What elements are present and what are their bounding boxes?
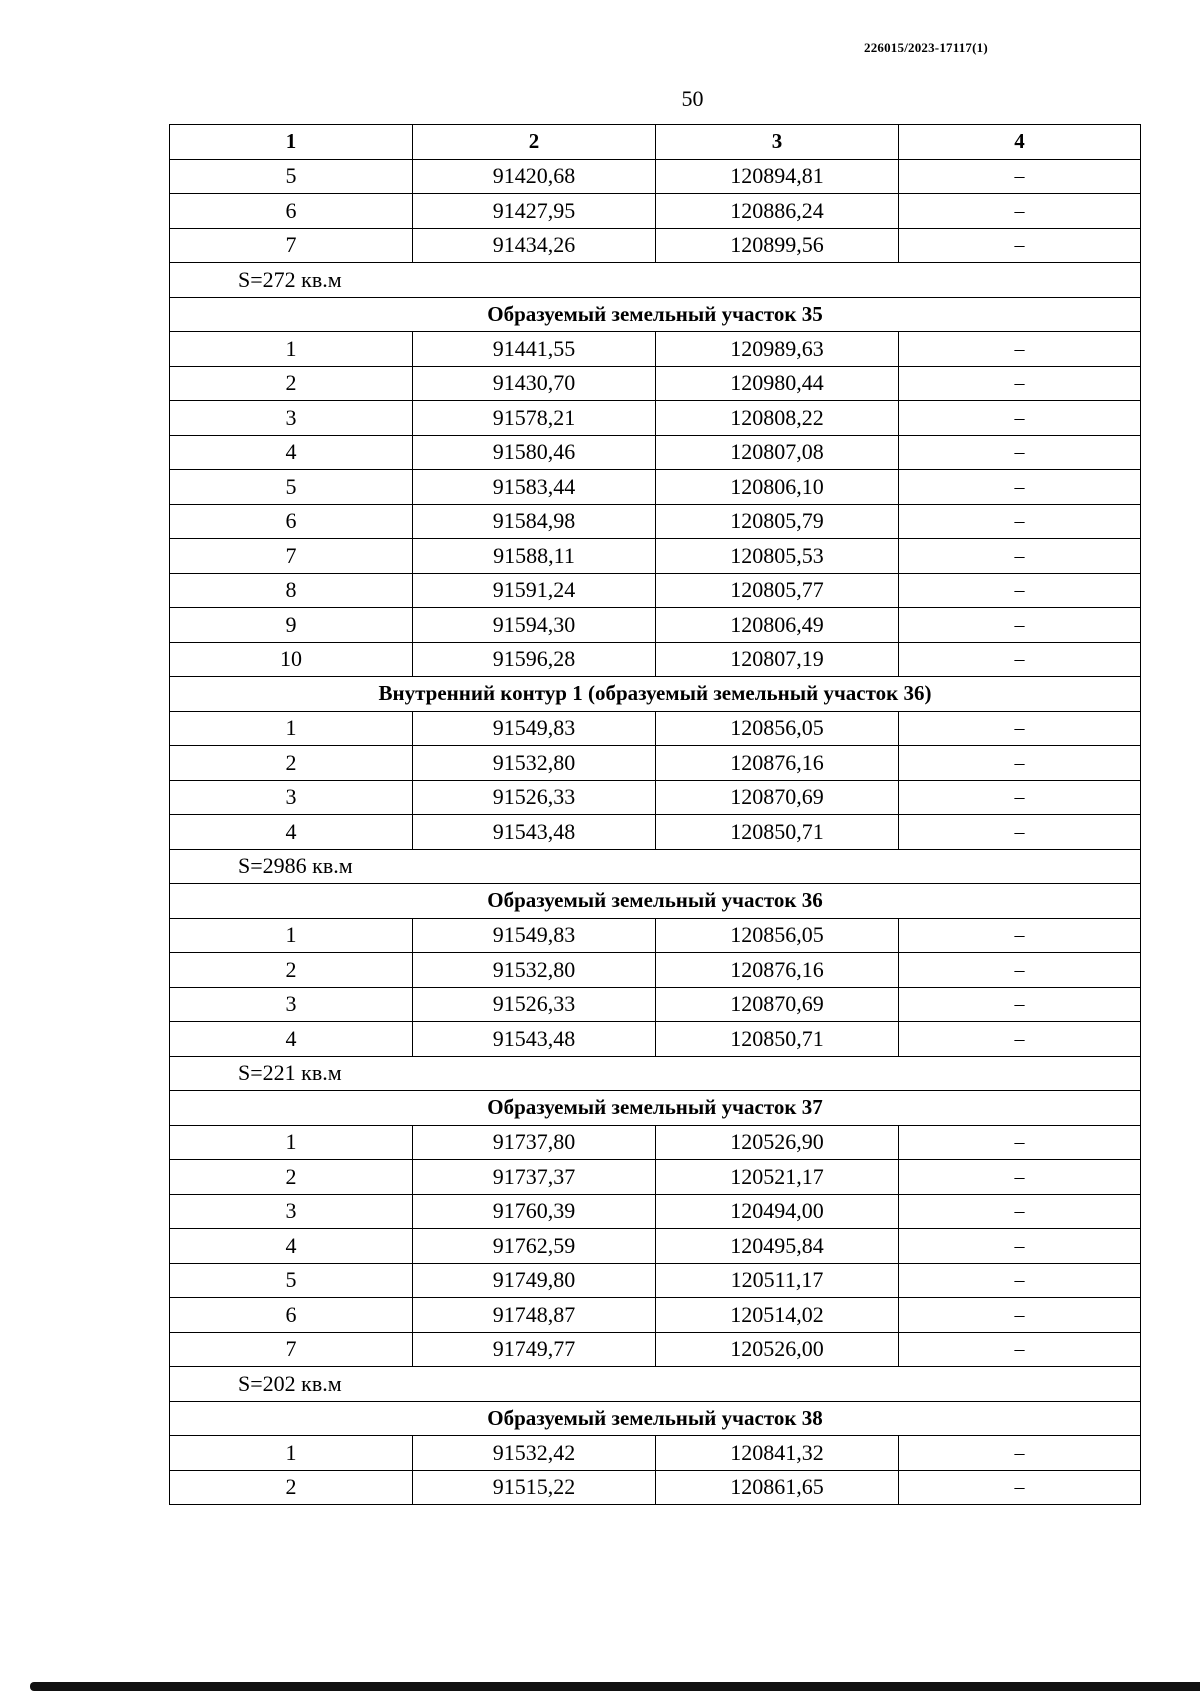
table-row [170, 228, 1141, 263]
point-number-cell: 5 [170, 470, 413, 505]
area-row [170, 263, 1141, 298]
y-coordinate-cell: 120856,05 [656, 918, 899, 953]
y-coordinate-cell: 120894,81 [656, 159, 899, 194]
table-row [170, 987, 1141, 1022]
table-row [170, 1125, 1141, 1160]
note-cell: – [899, 1022, 1141, 1057]
x-coordinate-cell: 91594,30 [413, 608, 656, 643]
table-row [170, 366, 1141, 401]
point-number-cell: 5 [170, 1263, 413, 1298]
x-coordinate-cell: 91583,44 [413, 470, 656, 505]
point-number-cell: 1 [170, 1125, 413, 1160]
table-row [170, 573, 1141, 608]
table-row [170, 953, 1141, 988]
y-coordinate-cell: 120494,00 [656, 1194, 899, 1229]
y-coordinate-cell: 120861,65 [656, 1470, 899, 1505]
x-coordinate-cell: 91760,39 [413, 1194, 656, 1229]
area-value: S=272 кв.м [170, 263, 1141, 298]
note-cell: – [899, 504, 1141, 539]
point-number-cell: 6 [170, 194, 413, 229]
table-row [170, 401, 1141, 436]
point-number-cell: 3 [170, 1194, 413, 1229]
note-cell: – [899, 401, 1141, 436]
y-coordinate-cell: 120807,19 [656, 642, 899, 677]
y-coordinate-cell: 120989,63 [656, 332, 899, 367]
y-coordinate-cell: 120980,44 [656, 366, 899, 401]
note-cell: – [899, 1194, 1141, 1229]
y-coordinate-cell: 120870,69 [656, 987, 899, 1022]
point-number-cell: 1 [170, 1436, 413, 1471]
table-row [170, 1263, 1141, 1298]
point-number-cell: 1 [170, 918, 413, 953]
point-number-cell: 8 [170, 573, 413, 608]
note-cell: – [899, 953, 1141, 988]
scan-edge-bar [30, 1682, 1200, 1691]
point-number-cell: 7 [170, 1332, 413, 1367]
x-coordinate-cell: 91441,55 [413, 332, 656, 367]
table-row [170, 1470, 1141, 1505]
header-cell-3: 3 [656, 125, 899, 160]
table-row [170, 918, 1141, 953]
table-row [170, 815, 1141, 850]
coordinates-table-body [170, 125, 1141, 1505]
y-coordinate-cell: 120856,05 [656, 711, 899, 746]
section-title-row [170, 884, 1141, 919]
table-row [170, 1022, 1141, 1057]
x-coordinate-cell: 91532,80 [413, 746, 656, 781]
point-number-cell: 6 [170, 1298, 413, 1333]
section-title: Внутренний контур 1 (образуемый земельный участок 36) [170, 677, 1141, 712]
area-value: S=2986 кв.м [170, 849, 1141, 884]
point-number-cell: 5 [170, 159, 413, 194]
point-number-cell: 4 [170, 815, 413, 850]
area-value: S=221 кв.м [170, 1056, 1141, 1091]
y-coordinate-cell: 120805,79 [656, 504, 899, 539]
note-cell: – [899, 366, 1141, 401]
table-row [170, 1298, 1141, 1333]
point-number-cell: 4 [170, 1229, 413, 1264]
note-cell: – [899, 1332, 1141, 1367]
table-row [170, 159, 1141, 194]
note-cell: – [899, 746, 1141, 781]
area-row [170, 849, 1141, 884]
note-cell: – [899, 780, 1141, 815]
y-coordinate-cell: 120870,69 [656, 780, 899, 815]
y-coordinate-cell: 120850,71 [656, 1022, 899, 1057]
point-number-cell: 10 [170, 642, 413, 677]
y-coordinate-cell: 120521,17 [656, 1160, 899, 1195]
x-coordinate-cell: 91591,24 [413, 573, 656, 608]
x-coordinate-cell: 91420,68 [413, 159, 656, 194]
y-coordinate-cell: 120511,17 [656, 1263, 899, 1298]
x-coordinate-cell: 91515,22 [413, 1470, 656, 1505]
section-title-row [170, 297, 1141, 332]
x-coordinate-cell: 91578,21 [413, 401, 656, 436]
x-coordinate-cell: 91543,48 [413, 1022, 656, 1057]
x-coordinate-cell: 91427,95 [413, 194, 656, 229]
x-coordinate-cell: 91549,83 [413, 711, 656, 746]
point-number-cell: 4 [170, 1022, 413, 1057]
section-title-row [170, 1401, 1141, 1436]
table-row [170, 1194, 1141, 1229]
note-cell: – [899, 539, 1141, 574]
note-cell: – [899, 1160, 1141, 1195]
point-number-cell: 3 [170, 780, 413, 815]
y-coordinate-cell: 120841,32 [656, 1436, 899, 1471]
x-coordinate-cell: 91434,26 [413, 228, 656, 263]
header-cell-2: 2 [413, 125, 656, 160]
note-cell: – [899, 1436, 1141, 1471]
x-coordinate-cell: 91748,87 [413, 1298, 656, 1333]
page-number: 50 [681, 86, 704, 111]
x-coordinate-cell: 91526,33 [413, 780, 656, 815]
point-number-cell: 3 [170, 987, 413, 1022]
note-cell: – [899, 1263, 1141, 1298]
x-coordinate-cell: 91430,70 [413, 366, 656, 401]
x-coordinate-cell: 91762,59 [413, 1229, 656, 1264]
section-title: Образуемый земельный участок 36 [170, 884, 1141, 919]
y-coordinate-cell: 120806,10 [656, 470, 899, 505]
section-title: Образуемый земельный участок 38 [170, 1401, 1141, 1436]
note-cell: – [899, 642, 1141, 677]
y-coordinate-cell: 120514,02 [656, 1298, 899, 1333]
x-coordinate-cell: 91532,42 [413, 1436, 656, 1471]
point-number-cell: 2 [170, 746, 413, 781]
x-coordinate-cell: 91749,80 [413, 1263, 656, 1298]
x-coordinate-cell: 91737,80 [413, 1125, 656, 1160]
section-title-row [170, 1091, 1141, 1126]
table-row [170, 1160, 1141, 1195]
table-row [170, 470, 1141, 505]
table-row [170, 539, 1141, 574]
table-row [170, 435, 1141, 470]
coordinates-table [169, 124, 1141, 1505]
note-cell: – [899, 228, 1141, 263]
note-cell: – [899, 918, 1141, 953]
x-coordinate-cell: 91549,83 [413, 918, 656, 953]
table-row [170, 608, 1141, 643]
table-row [170, 332, 1141, 367]
table-row [170, 746, 1141, 781]
note-cell: – [899, 332, 1141, 367]
x-coordinate-cell: 91584,98 [413, 504, 656, 539]
point-number-cell: 3 [170, 401, 413, 436]
point-number-cell: 1 [170, 332, 413, 367]
y-coordinate-cell: 120526,00 [656, 1332, 899, 1367]
point-number-cell: 1 [170, 711, 413, 746]
point-number-cell: 9 [170, 608, 413, 643]
x-coordinate-cell: 91737,37 [413, 1160, 656, 1195]
note-cell: – [899, 194, 1141, 229]
section-title: Образуемый земельный участок 35 [170, 297, 1141, 332]
point-number-cell: 7 [170, 228, 413, 263]
x-coordinate-cell: 91532,80 [413, 953, 656, 988]
y-coordinate-cell: 120886,24 [656, 194, 899, 229]
x-coordinate-cell: 91526,33 [413, 987, 656, 1022]
point-number-cell: 2 [170, 366, 413, 401]
note-cell: – [899, 159, 1141, 194]
x-coordinate-cell: 91588,11 [413, 539, 656, 574]
x-coordinate-cell: 91749,77 [413, 1332, 656, 1367]
section-title: Образуемый земельный участок 37 [170, 1091, 1141, 1126]
header-cell-4: 4 [899, 125, 1141, 160]
note-cell: – [899, 987, 1141, 1022]
table-row [170, 642, 1141, 677]
y-coordinate-cell: 120805,53 [656, 539, 899, 574]
table-header-row [170, 125, 1141, 160]
table-row [170, 504, 1141, 539]
table-row [170, 780, 1141, 815]
table-row [170, 711, 1141, 746]
table-row [170, 194, 1141, 229]
section-title-row [170, 677, 1141, 712]
y-coordinate-cell: 120805,77 [656, 573, 899, 608]
y-coordinate-cell: 120806,49 [656, 608, 899, 643]
point-number-cell: 6 [170, 504, 413, 539]
y-coordinate-cell: 120899,56 [656, 228, 899, 263]
note-cell: – [899, 1470, 1141, 1505]
note-cell: – [899, 435, 1141, 470]
y-coordinate-cell: 120808,22 [656, 401, 899, 436]
header-cell-1: 1 [170, 125, 413, 160]
y-coordinate-cell: 120526,90 [656, 1125, 899, 1160]
x-coordinate-cell: 91543,48 [413, 815, 656, 850]
point-number-cell: 4 [170, 435, 413, 470]
note-cell: – [899, 815, 1141, 850]
y-coordinate-cell: 120495,84 [656, 1229, 899, 1264]
y-coordinate-cell: 120876,16 [656, 746, 899, 781]
note-cell: – [899, 470, 1141, 505]
point-number-cell: 2 [170, 1470, 413, 1505]
table-row [170, 1229, 1141, 1264]
x-coordinate-cell: 91596,28 [413, 642, 656, 677]
point-number-cell: 2 [170, 953, 413, 988]
note-cell: – [899, 1125, 1141, 1160]
note-cell: – [899, 573, 1141, 608]
point-number-cell: 2 [170, 1160, 413, 1195]
area-value: S=202 кв.м [170, 1367, 1141, 1402]
note-cell: – [899, 608, 1141, 643]
y-coordinate-cell: 120850,71 [656, 815, 899, 850]
y-coordinate-cell: 120807,08 [656, 435, 899, 470]
point-number-cell: 7 [170, 539, 413, 574]
note-cell: – [899, 1298, 1141, 1333]
note-cell: – [899, 1229, 1141, 1264]
table-row [170, 1332, 1141, 1367]
document-number: 226015/2023-17117(1) [864, 40, 988, 55]
note-cell: – [899, 711, 1141, 746]
x-coordinate-cell: 91580,46 [413, 435, 656, 470]
area-row [170, 1056, 1141, 1091]
area-row [170, 1367, 1141, 1402]
y-coordinate-cell: 120876,16 [656, 953, 899, 988]
table-row [170, 1436, 1141, 1471]
